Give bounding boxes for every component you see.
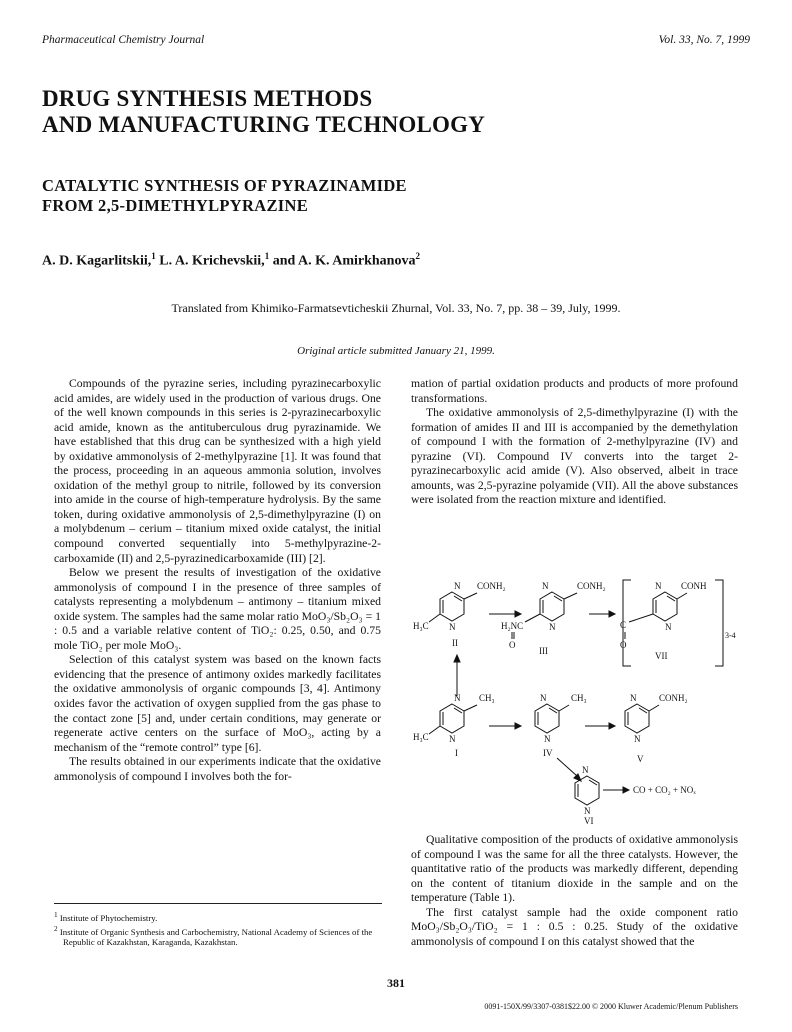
ring-n: N	[630, 693, 637, 703]
section-title-line-2: AND MANUFACTURING TECHNOLOGY	[42, 112, 486, 137]
body-left-column	[54, 377, 381, 784]
group-h3c: H₃C	[413, 732, 429, 742]
ring-n: N	[655, 581, 662, 591]
paragraph: The first catalyst sample had the oxide component ratio MoO₃/Sb₂O₃/TiO₂ = 1 : 0.5 : 0.25. Study of the oxidative ammonolysis of compound I on this catalyst showed that the	[411, 905, 738, 948]
group-conh2: CONH₂	[659, 693, 688, 703]
compound-I-structure	[413, 693, 521, 758]
label-VII: VII	[655, 651, 668, 661]
group-conh2: CONH₂	[477, 581, 506, 591]
paragraph: The oxidative ammonolysis of 2,5-dimethylpyrazine (I) with the formation of amides II and III is accompanied by the demethylation of compound I with the formation of 2-methylpyrazine (IV) and pyrazine (VI). Compound IV converts into the target 2-pyrazinecarboxylic acid amide (V). Also observed, albeit in trace amounts, was 2,5-pyrazine polyamide (VII). All the above substances were isolated from the reaction mixture and identified.	[411, 406, 738, 507]
paragraph: Below we present the results of investigation of the oxidative ammonolysis of compound I in the presence of three samples of catalysts representing a molybdenum – antimony – titanium mixed oxide system. The samples had the same molar ratio MoO₃/Sb₂O₃ = 1 : 0.5 and a variable relative content of TiO₂: 0.25, 0.50, and 0.75 mole TiO₂ per mole MoO₃.	[54, 566, 381, 652]
author-list	[42, 251, 420, 270]
translation-note: Translated from Khimiko-Farmatsevticheskii Zhurnal, Vol. 33, No. 7, pp. 38 – 39, July, 1999.	[171, 301, 621, 315]
footnotes	[54, 910, 386, 948]
upward-arrow	[454, 655, 460, 696]
compound-VII-structure	[620, 580, 736, 666]
footnote-2	[54, 924, 386, 948]
author-1-affiliation: 1	[151, 251, 156, 261]
ring-n: N	[549, 622, 556, 632]
compound-VI-structure	[575, 765, 696, 826]
paragraph: The results obtained in our experiments indicate that the oxidative ammonolysis of compound I involves both the for-	[54, 755, 381, 783]
footnote-mark: 2	[54, 923, 58, 933]
ring-n: N	[634, 734, 641, 744]
author-2-affiliation: 1	[264, 251, 270, 261]
page-number: 381	[387, 976, 405, 990]
footnote-text: Institute of Phytochemistry.	[59, 912, 158, 923]
paragraph: mation of partial oxidation products and products of more profound transformations.	[411, 377, 738, 405]
article-title-line-2: FROM 2,5-DIMETHYLPYRAZINE	[42, 196, 308, 215]
author-1: A. D. Kagarlitskii,	[42, 253, 152, 269]
issn-copyright: 0091-150X/99/3307-0381$22.00 © 2000 Kluwer Academic/Plenum Publishers	[484, 1002, 738, 1011]
article-title	[42, 176, 742, 216]
ring-n: N	[449, 734, 456, 744]
carbon: C	[620, 620, 627, 630]
label-III: III	[539, 646, 548, 656]
group-h2nc: H₂NC	[501, 621, 524, 631]
label-I: I	[455, 748, 458, 758]
ring-n: N	[584, 806, 591, 816]
section-title-line-1: DRUG SYNTHESIS METHODS	[42, 86, 373, 111]
decomposition-products: CO + CO₂ + NOₓ	[633, 785, 696, 795]
compound-V-structure	[625, 693, 688, 764]
footnote-divider	[54, 903, 382, 904]
body-right-column-lower	[411, 833, 738, 949]
paragraph: Compounds of the pyrazine series, including pyrazinecarboxylic acid amides, are widely used in the production of various drugs. One of the well known compounds in this series is 2-pyrazinecarboxylic acid amide, known as the antituberculous drug pyrazinamide. We have established that this drug can be synthesized with a high yield by oxidative ammonolysis of 2-methylpyrazine [1]. It was found that the process, proceeding in an aqueous ammonia solution, involves oxidation of the methyl group to nitrile, followed by its conversion into amide in the course of high-temperature hydrolysis. By the same token, during oxidative ammonolysis of 2,5-dimethylpyrazine (I) on a molybdenum – cerium – titanium mixed oxide catalyst, the initial compound converted sequentially into 5-methylpyrazine-2-carboxamide (II) and 2,5-pyrazinedicarboxamide (III) [2].	[54, 377, 381, 565]
paragraph: Selection of this catalyst system was based on the known facts evidencing that the presence of antimony oxides markedly facilitates the oxidative ammonolysis of organic compounds [3, 4]. Antimony oxides favor the activation of oxygen supplied from the gas phase to the contact zone [5] and, under certain conditions, may generate or regenerate active centers on the surface of MoO₃, acting by a mechanism of the “remote control” type [6].	[54, 653, 381, 754]
article-title-line-1: CATALYTIC SYNTHESIS OF PYRAZINAMIDE	[42, 176, 407, 195]
footnote-mark: 1	[54, 910, 58, 919]
repeat-count: 3-4	[725, 631, 736, 640]
compound-III-structure	[489, 581, 615, 656]
body-right-column	[411, 377, 738, 508]
group-conh2: CONH₂	[577, 581, 606, 591]
ring-n: N	[544, 734, 551, 744]
oxygen: O	[509, 640, 516, 650]
ring-n: N	[540, 693, 547, 703]
oxygen: O	[620, 640, 627, 650]
group-ch3: CH₃	[479, 693, 495, 703]
ring-n: N	[454, 693, 461, 703]
submission-date: Original article submitted January 21, 1999.	[297, 345, 495, 357]
paragraph: Qualitative composition of the products of oxidative ammonolysis of compound I was the same for all the three catalysts. However, the quantitative ratio of the products was markedly different, depending on the content of titanium dioxide in the sample and on the temperature (Table 1).	[411, 833, 738, 905]
ring-n: N	[582, 765, 589, 775]
author-2: L. A. Krichevskii,	[159, 253, 265, 269]
section-title	[42, 86, 742, 138]
author-3: and A. K. Amirkhanova	[272, 253, 416, 269]
ring-n: N	[454, 581, 461, 591]
footnote-1	[54, 910, 386, 924]
group-ch3: CH₃	[571, 693, 587, 703]
label-II: II	[452, 638, 458, 648]
label-IV: IV	[543, 748, 553, 758]
label-VI: VI	[584, 816, 594, 826]
ring-n: N	[542, 581, 549, 591]
volume-info: Vol. 33, No. 7, 1999	[658, 34, 750, 46]
group-h3c: H₃C	[413, 621, 429, 631]
compound-IV-structure	[535, 693, 615, 781]
footnote-text: Institute of Organic Synthesis and Carbochemistry, National Academy of Sciences of the Republic of Kazakhstan, Karaganda, Kazakhstan.	[59, 926, 373, 948]
ring-n: N	[665, 622, 672, 632]
group-conh: CONH	[681, 581, 707, 591]
author-3-affiliation: 2	[415, 251, 420, 261]
journal-name: Pharmaceutical Chemistry Journal	[42, 34, 205, 46]
reaction-scheme	[397, 556, 757, 826]
label-V: V	[637, 754, 644, 764]
ring-n: N	[449, 622, 456, 632]
